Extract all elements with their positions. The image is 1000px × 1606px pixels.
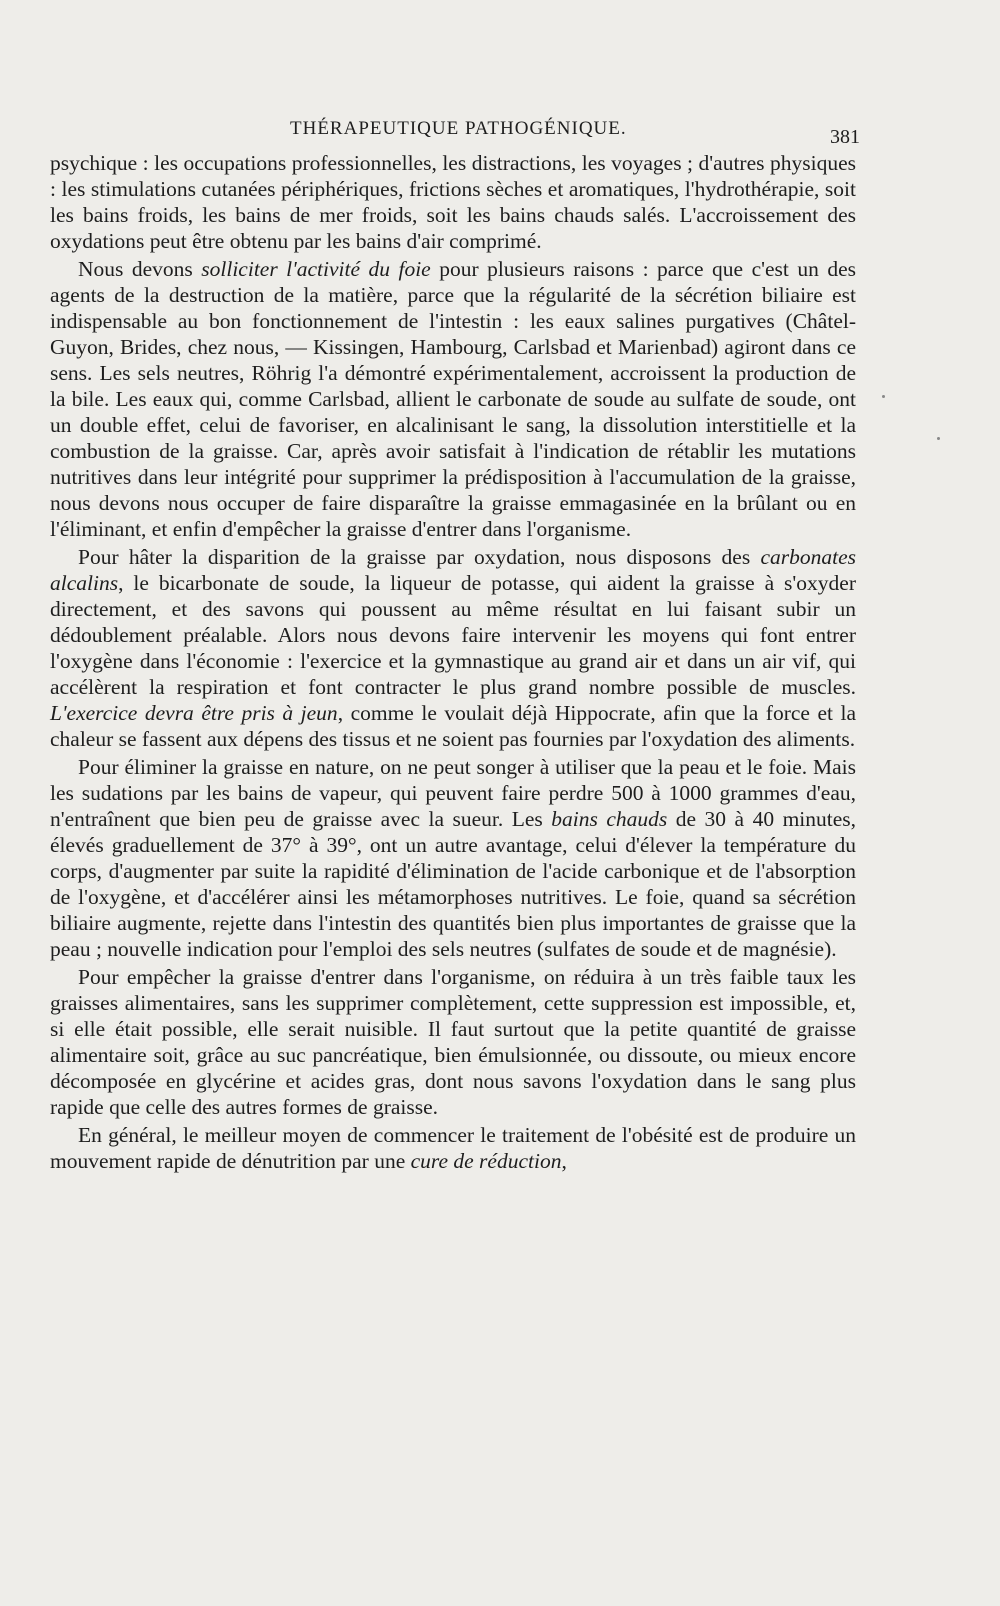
text-run: En général, le meilleur moyen de commencer le traitement de l'obésité est de produire un mouvement rapide de dénutrition par une (50, 1123, 856, 1173)
body-text (50, 150, 856, 1176)
text-run: Pour empêcher la graisse d'entrer dans l'organisme, on réduira à un très faible taux les graisses alimentaires, sans les supprimer complètement, cette suppression est impossible, et, si elle était possible, elle serait nuisible. Il faut surtout que la petite quantité de graisse alimentaire soit, grâce au suc pancréatique, bien émulsionnée, ou dissoute, ou mieux encore décomposée en glycérine et acides gras, dont nous savons l'oxydation dans le sang plus rapide que celle des autres formes de graisse. (50, 965, 856, 1119)
paragraph (50, 150, 856, 254)
italic-phrase: cure de réduction (410, 1149, 562, 1173)
text-run: , (561, 1149, 567, 1173)
text-run: Nous devons (78, 257, 202, 281)
italic-phrase: bains chauds (551, 807, 668, 831)
italic-phrase: carbonates alcalins (50, 545, 856, 595)
paragraph (50, 964, 856, 1120)
text-run: pour plusieurs raisons : parce que c'est un des agents de la destruction de la matière, parce que la régularité de la sécrétion biliaire est indispensable au bon fonctionnement de l'intestin : les eaux salines purgatives (Châtel-Guyon, Brides, chez nous, — Kissingen, Hambourg, Carlsbad et Marienbad) agiront dans ce sens. Les sels neutres, Röhrig l'a démontré expérimentalement, accroissent la production de la bile. Les eaux qui, comme Carlsbad, allient le carbonate de soude au sulfate de soude, ont un double effet, celui de favoriser, en alcalinisant le sang, la dissolution interstitielle et la combustion de la graisse. Car, après avoir satisfait à l'indication de rétablir les mutations nutritives dans leur intégrité pour supprimer la prédisposition à l'accumulation de la graisse, nous devons nous occuper de faire disparaître la graisse emmagasinée en la brûlant ou en l'éliminant, et enfin d'empêcher la graisse d'entrer dans l'organisme. (50, 257, 856, 541)
text-run: Pour hâter la disparition de la graisse par oxydation, nous disposons des (78, 545, 761, 569)
text-run: de 30 à 40 minutes, élevés graduellement de 37° à 39°, ont un autre avantage, celui d'élever la température du corps, d'augmenter par suite la rapidité d'élimination de l'acide carbonique et de l'absorption de l'oxygène, et d'accélérer ainsi les métamorphoses nutritives. Le foie, quand sa sécrétion biliaire augmente, rejette dans l'intestin des quantités bien plus importantes de graisse que la peau ; nouvelle indication pour l'emploi des sels neutres (sulfates de soude et de magnésie). (50, 807, 857, 961)
scan-speck (937, 437, 940, 440)
text-run: psychique : les occupations professionnelles, les distractions, les voyages ; d'autres physiques : les stimulations cutanées périphériques, frictions sèches et aromatiques, l'hydrothérapie, soit les bains froids, les bains de mer froids, soit les bains chauds salés. L'accroissement des oxydations peut être obtenu par les bains d'air comprimé. (50, 151, 856, 253)
italic-phrase: L'exercice devra être pris à jeun (50, 701, 338, 725)
text-run: Pour éliminer la graisse en nature, on ne peut songer à utiliser que la peau et le foie. Mais les sudations par les bains de vapeur, qui peuvent faire perdre 500 à 1000 grammes d'eau, n'entraînent que bien peu de graisse avec la sueur. Les (50, 755, 856, 831)
paragraph (50, 544, 856, 752)
running-header: THÉRAPEUTIQUE PATHOGÉNIQUE. (290, 118, 627, 139)
paragraph (50, 256, 856, 542)
italic-phrase: solliciter l'activité du foie (201, 257, 431, 281)
text-run: , comme le voulait déjà Hippocrate, afin que la force et la chaleur se fassent aux dépens des tissus et ne soient pas fournies par l'oxydation des aliments. (50, 701, 856, 751)
text-run: , le bicarbonate de soude, la liqueur de potasse, qui aident la graisse à s'oxyder directement, et des savons qui poussent au même résultat en lui faisant subir un dédoublement préalable. Alors nous devons faire intervenir les moyens qui font entrer l'oxygène dans l'économie : l'exercice et la gymnastique au grand air et dans un air vif, qui accélèrent la respiration et font contracter le plus grand nombre possible de muscles. (50, 571, 856, 699)
paragraph (50, 1122, 856, 1174)
scan-speck (882, 395, 885, 398)
page-number: 381 (830, 126, 860, 148)
paragraph (50, 754, 856, 962)
